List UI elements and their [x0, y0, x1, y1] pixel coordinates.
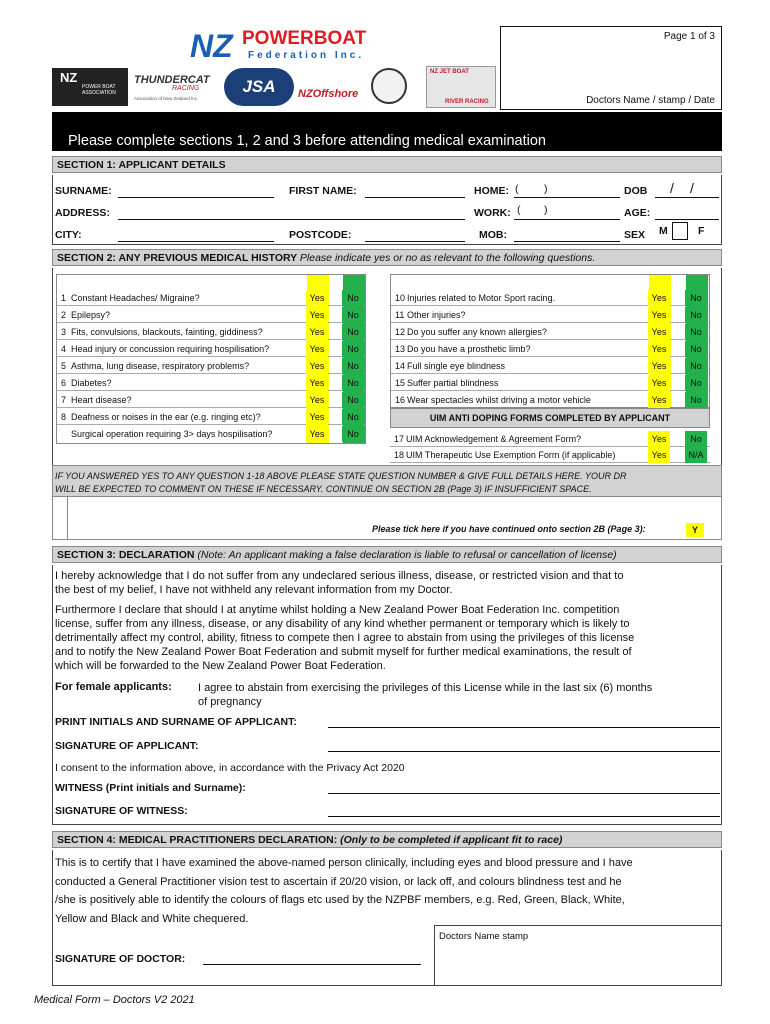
form-footer: Medical Form – Doctors V2 2021: [34, 994, 195, 1006]
work-paren-open: (: [517, 204, 521, 216]
no-option[interactable]: No: [342, 392, 364, 408]
declaration-p1-line-1: I hereby acknowledge that I do not suffer from any undeclared serious illness, disease, or restricted vision and that to: [55, 570, 624, 582]
sex-label: SEX: [624, 229, 646, 241]
question-text: Deafness or noises in the ear (e.g. ringing etc)?: [71, 412, 261, 422]
nzpba-logo-text: POWER BOAT ASSOCIATION: [82, 84, 116, 96]
question-text: Fits, convulsions, blackouts, fainting, giddiness?: [71, 327, 263, 337]
yes-option[interactable]: Yes: [306, 290, 328, 306]
question-text: UIM Acknowledgement & Agreement Form?: [406, 434, 582, 444]
question-row-5: [57, 358, 365, 374]
dob-field[interactable]: [655, 197, 719, 198]
applicant-signature-field[interactable]: [328, 751, 720, 752]
question-row-2: [57, 307, 365, 323]
female-text-line-2: of pregnancy: [198, 696, 262, 708]
no-option[interactable]: No: [342, 375, 364, 391]
nzpbf-logo-nz: NZ: [190, 28, 233, 64]
address-label: ADDRESS:: [55, 207, 110, 219]
section2-heading-text: SECTION 2: ANY PREVIOUS MEDICAL HISTORY: [57, 252, 297, 264]
question-row-17: [390, 431, 710, 447]
yes-option[interactable]: Yes: [306, 358, 328, 374]
female-applicants-text: [198, 681, 652, 709]
question-row-10: [391, 290, 709, 306]
question-row-15: [391, 375, 709, 391]
sex-m-label: M: [659, 225, 668, 237]
instruction-banner: [52, 112, 722, 151]
question-text: Diabetes?: [71, 378, 112, 388]
instruction-text: Please complete sections 1, 2 and 3 before attending medical examination: [68, 133, 546, 149]
question-number: 3: [61, 327, 67, 337]
declaration-p2-line-5: which will be forwarded to the New Zealand Power Boat Federation.: [55, 660, 386, 672]
question-row-6: [57, 375, 365, 391]
yes-option[interactable]: Yes: [648, 324, 670, 340]
surname-field[interactable]: [118, 197, 274, 198]
female-text-line-1: I agree to abstain from exercising the privileges of this License while in the last six (6) months: [198, 682, 653, 694]
question-row-3: [57, 324, 365, 340]
witness-signature-field[interactable]: [328, 816, 720, 817]
question-text: Other injuries?: [407, 310, 466, 320]
no-option[interactable]: No: [685, 290, 707, 306]
question-row-13: [391, 341, 709, 357]
page-number: Page 1 of 3: [663, 31, 715, 42]
uim-heading-text: UIM ANTI DOPING FORMS COMPLETED BY APPLICANT: [429, 413, 671, 423]
nzpbf-logo: [190, 28, 365, 64]
thundercat-logo-assoc: Association of New Zealand Inc.: [134, 96, 199, 101]
question-text: Suffer partial blindness: [407, 378, 499, 388]
uim-heading: [390, 408, 710, 428]
details-margin-line: [67, 497, 68, 539]
continued-tick-box[interactable]: Y: [686, 523, 704, 537]
work-phone-field[interactable]: [514, 219, 620, 220]
home-phone-field[interactable]: [514, 197, 620, 198]
yes-option[interactable]: Yes: [306, 324, 328, 340]
yes-option[interactable]: Yes: [648, 375, 670, 391]
practitioner-line-1: This is to certify that I have examined the above-named person clinically, including eyes and blood pressure and I have: [55, 857, 633, 869]
age-field[interactable]: [655, 219, 719, 220]
question-row-16: [391, 392, 709, 408]
details-instructions-line-2: WILL BE EXPECTED TO COMMENT ON THESE IF NECESSARY. CONTINUE ON SECTION 2B (Page 3) IF INSUFFICIENT SPACE.: [55, 484, 592, 494]
dob-slash-2: /: [690, 180, 694, 196]
work-phone-label: WORK:: [474, 207, 511, 219]
address-field[interactable]: [118, 219, 465, 220]
declaration-p2-line-2: license, suffer from any illness, disease, or any disability of any kind whether permanent or temporary which is likely to: [55, 618, 630, 630]
declaration-p1-line-2: the best of my belief, I have not withheld any relevant information from my Doctor.: [55, 584, 453, 596]
no-option[interactable]: No: [685, 431, 707, 447]
print-initials-field[interactable]: [328, 727, 720, 728]
no-option[interactable]: No: [342, 358, 364, 374]
question-row-12: [391, 324, 709, 340]
postcode-field[interactable]: [365, 241, 465, 242]
nzpbf-logo-powerboat: POWERBOAT: [242, 28, 367, 49]
doctor-signature-field[interactable]: [203, 964, 421, 965]
yes-option[interactable]: Yes: [306, 307, 328, 323]
question-text: Do you suffer any known allergies?: [407, 327, 547, 337]
thundercat-logo-text: THUNDERCAT: [134, 74, 210, 86]
continued-tick-label: Please tick here if you have continued onto section 2B (Page 3):: [372, 524, 646, 534]
dob-label: DOB: [624, 185, 648, 197]
no-option[interactable]: No: [685, 392, 707, 408]
yes-option[interactable]: Yes: [306, 426, 328, 442]
jetboat-logo: [426, 66, 496, 108]
no-option[interactable]: No: [685, 375, 707, 391]
practitioner-line-2: conducted a General Practitioner vision test to ascertain if 20/20 vision, or lack off, and colours blindness test and he: [55, 875, 622, 888]
section2-heading-note: Please indicate yes or no as relevant to the following questions.: [299, 252, 596, 264]
first-name-field[interactable]: [365, 197, 465, 198]
question-number: 6: [61, 378, 67, 388]
question-number: 1: [61, 293, 67, 303]
question-text: Heart disease?: [71, 395, 132, 405]
question-number: 13: [395, 344, 406, 354]
postcode-label: POSTCODE:: [289, 229, 352, 241]
witness-label: WITNESS (Print initials and Surname):: [55, 782, 246, 794]
question-row-11: [391, 307, 709, 323]
question-number: 10: [395, 293, 406, 303]
question-number: 8: [61, 412, 67, 422]
no-option[interactable]: No: [685, 324, 707, 340]
practitioner-declaration: [55, 854, 633, 928]
practitioner-line-3: /she is positively able to identify the colours of flags etc used by the NZPBF members, e.g. Red, Green, Black, White,: [55, 894, 625, 906]
section3-heading: [52, 546, 722, 563]
doctor-stamp-box[interactable]: [500, 26, 722, 110]
section1-heading: [52, 156, 722, 173]
question-text: Constant Headaches/ Migraine?: [71, 293, 200, 303]
yes-option[interactable]: Yes: [648, 290, 670, 306]
witness-signature-label: SIGNATURE OF WITNESS:: [55, 805, 188, 817]
sex-m-checkbox[interactable]: [672, 222, 688, 240]
yes-option[interactable]: Yes: [648, 447, 670, 463]
section1-frame: [52, 175, 722, 245]
no-option[interactable]: No: [342, 307, 364, 323]
section1-heading-text: SECTION 1: APPLICANT DETAILS: [57, 159, 226, 171]
doctor-stamp-area[interactable]: [434, 925, 722, 986]
nzpbf-logo-federation: Federation Inc.: [248, 50, 365, 61]
question-text: Wear spectacles whilst driving a motor vehicle: [407, 395, 591, 405]
question-row-4: [57, 341, 365, 357]
declaration-paragraph-2: [55, 603, 634, 673]
question-row-1: [57, 290, 365, 306]
dob-slash-1: /: [670, 180, 674, 196]
no-option[interactable]: No: [685, 307, 707, 323]
witness-field[interactable]: [328, 793, 720, 794]
question-number: 11: [395, 310, 405, 320]
question-text: Head injury or concussion requiring hospilisation?: [71, 344, 270, 354]
question-number: 18: [394, 450, 405, 460]
jetboat-logo-sub: RIVER RACING: [445, 99, 489, 105]
question-number: 15: [395, 378, 406, 388]
declaration-p2-line-4: and to notify the New Zealand Power Boat Federation and submit myself for further medical examinations, the result of: [55, 646, 632, 658]
nzpba-logo-nz: NZ: [60, 70, 78, 85]
question-text: Full single eye blindness: [407, 361, 506, 371]
no-option[interactable]: No: [685, 358, 707, 374]
age-label: AGE:: [624, 207, 651, 219]
no-option[interactable]: No: [342, 426, 364, 442]
question-row-14: [391, 358, 709, 374]
jetboat-logo-text: NZ JET BOAT: [430, 69, 469, 75]
home-paren-close: ): [544, 183, 548, 195]
jsa-logo: [224, 68, 294, 106]
section3-heading-text: SECTION 3: DECLARATION: [57, 549, 195, 561]
home-phone-label: HOME:: [474, 185, 509, 197]
question-text: Asthma, lung disease, respiratory problems?: [71, 361, 250, 371]
question-text: Injuries related to Motor Sport racing.: [407, 293, 556, 303]
details-instructions-line-1: IF YOU ANSWERED YES TO ANY QUESTION 1-18 ABOVE PLEASE STATE QUESTION NUMBER & GIVE FULL DETAILS HERE. YOUR DR: [55, 471, 627, 481]
section2-heading: [52, 249, 722, 266]
yes-option[interactable]: Yes: [306, 409, 328, 425]
details-instructions: [52, 465, 722, 497]
applicant-signature-label: SIGNATURE OF APPLICANT:: [55, 740, 199, 752]
yes-option[interactable]: Yes: [306, 341, 328, 357]
question-text: Epilepsy?: [71, 310, 111, 320]
no-option[interactable]: No: [342, 290, 364, 306]
declaration-p2-line-1: Furthermore I declare that should I at anytime whilst holding a New Zealand Power Boat Federation Inc. competition: [55, 604, 620, 616]
yes-option[interactable]: Yes: [648, 358, 670, 374]
question-text: Surgical operation requiring 3> days hospilisation?: [71, 429, 273, 439]
section3-heading-note: (Note: An applicant making a false declaration is liable to refusal or cancellation of license): [197, 549, 617, 561]
section4-heading-note: (Only to be completed if applicant fit to race): [340, 834, 563, 846]
question-number: 14: [395, 361, 406, 371]
question-text: Do you have a prosthetic limb?: [407, 344, 531, 354]
first-name-label: FIRST NAME:: [289, 185, 357, 197]
nzpba-logo: [52, 68, 128, 106]
no-option[interactable]: No: [685, 341, 707, 357]
mobile-label: MOB:: [479, 229, 507, 241]
question-number: 12: [395, 327, 406, 337]
question-row-18: [390, 447, 710, 463]
nzoffshore-logo-text: NZOffshore: [298, 88, 359, 100]
no-option[interactable]: No: [342, 341, 364, 357]
declaration-paragraph-1: [55, 569, 623, 597]
practitioner-line-4: Yellow and Black and White chequered.: [55, 912, 249, 925]
yes-option[interactable]: Yes: [648, 307, 670, 323]
city-label: CITY:: [55, 229, 82, 241]
jsa-logo-text: JSA: [242, 77, 276, 96]
no-option[interactable]: No: [342, 324, 364, 340]
question-number: 7: [61, 395, 67, 405]
question-text: UIM Therapeutic Use Exemption Form (if applicable): [406, 450, 616, 460]
female-applicants-label: For female applicants:: [55, 681, 172, 693]
question-row-7: [57, 392, 365, 408]
home-paren-open: (: [515, 183, 519, 195]
question-number: 16: [395, 395, 406, 405]
no-option[interactable]: N/A: [685, 447, 707, 463]
doctor-signature-label: SIGNATURE OF DOCTOR:: [55, 953, 186, 965]
question-number: 4: [61, 344, 67, 354]
yes-option[interactable]: Yes: [306, 392, 328, 408]
no-option[interactable]: No: [342, 409, 364, 425]
nzoffshore-logo: [298, 78, 366, 106]
print-initials-label: PRINT INITIALS AND SURNAME OF APPLICANT:: [55, 716, 297, 728]
mobile-field[interactable]: [514, 241, 620, 242]
work-paren-close: ): [544, 204, 548, 216]
yes-option[interactable]: Yes: [648, 431, 670, 447]
privacy-consent: I consent to the information above, in accordance with the Privacy Act 2020: [55, 762, 405, 774]
question-number: 2: [61, 310, 67, 320]
yes-option[interactable]: Yes: [648, 341, 670, 357]
question-number: 5: [61, 361, 67, 371]
yes-option[interactable]: Yes: [306, 375, 328, 391]
thundercat-logo-racing: RACING: [172, 85, 200, 92]
doctor-stamp-area-label: Doctors Name stamp: [439, 931, 529, 942]
question-row-9: [57, 426, 365, 442]
thundercat-logo: [134, 74, 219, 106]
city-field[interactable]: [118, 241, 274, 242]
section4-heading-text: SECTION 4: MEDICAL PRACTITIONERS DECLARATION:: [57, 834, 338, 846]
question-number: 17: [394, 434, 405, 444]
doctor-stamp-label: Doctors Name / stamp / Date: [586, 95, 715, 106]
round-badge-logo: [371, 68, 407, 104]
sex-f-label: F: [698, 225, 705, 237]
question-row-8: [57, 409, 365, 425]
surname-label: SURNAME:: [55, 185, 112, 197]
section4-heading: [52, 831, 722, 848]
yes-option[interactable]: Yes: [648, 392, 670, 408]
declaration-p2-line-3: detrimentally affect my control, ability, fitness to compete then I agree to abstain from using the privileges of this license: [55, 632, 635, 644]
